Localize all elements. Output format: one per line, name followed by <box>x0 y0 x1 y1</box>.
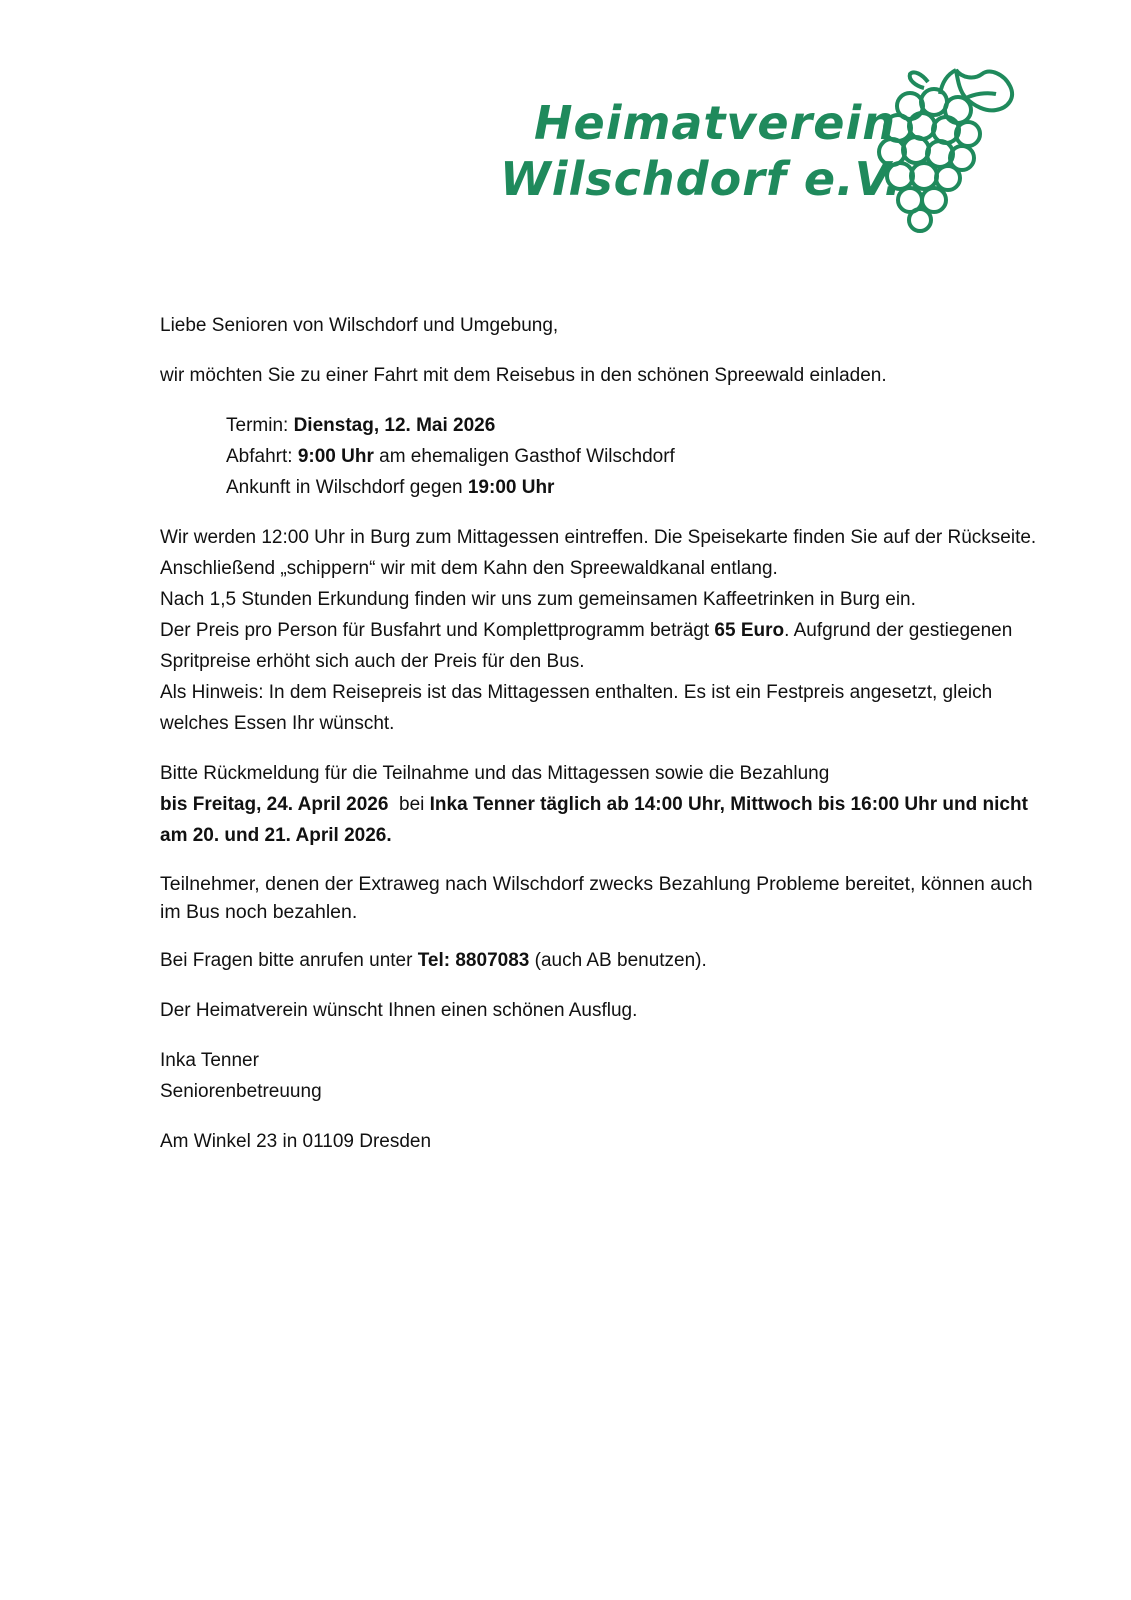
schedule-block <box>160 410 1040 503</box>
price-note: . Aufgrund der gestiegenen Spritpreise erhöht sich auch der Preis für den Bus. <box>160 620 1013 672</box>
phone-line <box>160 945 1040 976</box>
address-line: Am Winkel 23 in 01109 Dresden <box>160 1131 432 1152</box>
termin-date: Dienstag, 12. Mai 2026 <box>293 415 496 436</box>
program-lunch: Wir werden 12:00 Uhr in Burg zum Mittagessen eintreffen. Die Speisekarte finden Sie auf der Rückseite. <box>160 527 1037 548</box>
program-hint: Als Hinweis: In dem Reisepreis ist das Mittagessen enthalten. Es ist ein Festpreis angesetzt, gleich welches Essen Ihr wünscht. <box>160 682 993 734</box>
termin-label: Termin: <box>226 415 294 436</box>
phone-number: Tel: 8807083 <box>417 950 530 971</box>
phone-text: Bei Fragen bitte anrufen unter <box>160 950 418 971</box>
ankunft-label: Ankunft in Wilschdorf gegen <box>226 477 468 498</box>
abfahrt-label: Abfahrt: <box>226 446 298 467</box>
phone-note: (auch AB benutzen). <box>529 950 707 971</box>
program-boat: Anschließend „schippern“ wir mit dem Kahn den Spreewaldkanal entlang. <box>160 558 778 579</box>
logo-line-1: Heimatverein <box>534 96 897 150</box>
program-price <box>160 615 1040 677</box>
program-block <box>160 522 1040 739</box>
registration-contact-times: Inka Tenner täglich ab 14:00 Uhr, Mittwoch bis 16:00 Uhr und nicht am 20. und 21. April 2026. <box>160 794 1028 846</box>
registration-details <box>160 789 1040 851</box>
registration-block <box>160 758 1040 851</box>
schedule-abfahrt <box>226 441 1040 472</box>
registration-request: Bitte Rückmeldung für die Teilnahme und das Mittagessen sowie die Bezahlung <box>160 763 830 784</box>
grapes-icon <box>870 64 1030 234</box>
signature-role: Seniorenbetreuung <box>160 1081 322 1102</box>
price-text: Der Preis pro Person für Busfahrt und Komplettprogramm beträgt <box>160 620 715 641</box>
abfahrt-place: am ehemaligen Gasthof Wilschdorf <box>373 446 675 467</box>
signature-name: Inka Tenner <box>160 1050 259 1071</box>
registration-bei: bei <box>388 794 430 815</box>
registration-deadline: bis Freitag, 24. April 2026 <box>160 794 389 815</box>
salutation: Liebe Senioren von Wilschdorf und Umgebung, <box>160 315 559 336</box>
schedule-termin <box>226 410 1040 441</box>
intro-paragraph: wir möchten Sie zu einer Fahrt mit dem Reisebus in den schönen Spreewald einladen. <box>160 365 887 386</box>
signature-block <box>160 1045 1040 1107</box>
schedule-ankunft <box>226 472 1040 503</box>
club-logo <box>500 60 1060 240</box>
closing-line: Der Heimatverein wünscht Ihnen einen schönen Ausflug. <box>160 1000 638 1021</box>
logo-line-2: Wilschdorf e.V. <box>500 152 903 206</box>
ankunft-time: 19:00 Uhr <box>467 477 555 498</box>
payment-note: Teilnehmer, denen der Extraweg nach Wilschdorf zwecks Bezahlung Probleme bereitet, können auch im Bus noch bezahlen. <box>160 873 1033 923</box>
program-coffee: Nach 1,5 Stunden Erkundung finden wir uns zum gemeinsamen Kaffeetrinken in Burg ein. <box>160 589 916 610</box>
price-value: 65 Euro <box>714 620 785 641</box>
invitation-letter <box>160 310 1040 1157</box>
abfahrt-time: 9:00 Uhr <box>297 446 374 467</box>
